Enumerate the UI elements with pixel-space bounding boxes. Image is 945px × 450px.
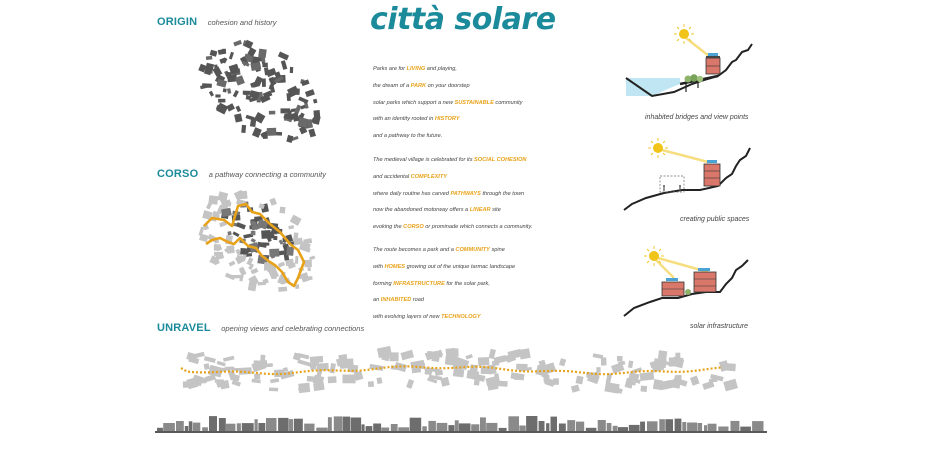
building-footprint — [313, 99, 318, 104]
building-footprint — [223, 88, 227, 92]
text-line — [373, 157, 526, 163]
origin-subtitle: cohesion and history — [207, 18, 277, 27]
elevation-building — [362, 424, 365, 431]
sun-icon — [644, 246, 664, 266]
building-footprint — [723, 379, 738, 392]
building-footprint — [328, 376, 337, 383]
unravel-label: UNRAVEL — [157, 322, 211, 334]
building-footprint — [301, 272, 310, 282]
text-span: and a pathway to the future. — [373, 133, 443, 140]
highlight-word: LINEAR — [469, 207, 491, 214]
building-footprint — [215, 94, 220, 97]
building-footprint — [310, 356, 323, 363]
building-footprint — [252, 127, 262, 138]
highlight-word: HISTORY — [434, 116, 460, 123]
building-footprint — [368, 381, 374, 387]
elevation-building — [718, 427, 728, 432]
elevation-building — [586, 428, 597, 431]
text-line — [373, 116, 460, 122]
building-footprint — [305, 89, 315, 97]
text-line — [373, 83, 470, 89]
building-footprint — [313, 382, 325, 391]
text-span: Parks are for — [373, 66, 407, 72]
text-line — [373, 314, 481, 320]
building-footprint — [240, 191, 248, 199]
text-span: The medieval village is celebrated for its — [373, 157, 475, 163]
text-span: for the solar park, — [444, 280, 490, 287]
building-footprint — [278, 287, 287, 292]
house-icon — [704, 160, 720, 186]
text-span: the dream of a — [373, 82, 411, 89]
text-line — [373, 247, 505, 253]
elevation-building — [499, 428, 507, 431]
building-footprint — [204, 363, 210, 370]
building-footprint — [231, 275, 241, 278]
building-footprint — [389, 352, 398, 361]
building-footprint — [618, 361, 626, 366]
building-footprint — [229, 52, 234, 60]
building-footprint — [329, 363, 335, 373]
building-footprint — [225, 367, 234, 371]
text-span: through the town — [480, 190, 525, 197]
highlight-word: INHABITED — [380, 297, 412, 304]
elevation-building — [459, 423, 471, 431]
building-footprint — [218, 99, 225, 103]
text-span: community — [493, 99, 523, 106]
elevation-building — [163, 423, 175, 431]
elevation-building — [704, 425, 707, 431]
building-footprint — [210, 50, 218, 57]
building-footprint — [272, 275, 277, 279]
building-footprint — [295, 256, 298, 264]
elevation-building — [551, 417, 558, 431]
building-footprint — [276, 132, 282, 136]
elevation-building — [731, 421, 740, 431]
sun-icon — [648, 138, 668, 158]
elevation-building — [519, 426, 525, 432]
building-footprint — [431, 355, 439, 362]
building-footprint — [254, 374, 260, 380]
text-span: an — [373, 297, 381, 304]
building-footprint — [206, 56, 212, 60]
text-span: road — [411, 297, 424, 304]
elevation-building — [471, 424, 479, 431]
text-line — [373, 281, 490, 287]
elevation-building — [373, 424, 381, 432]
building-footprint — [290, 215, 302, 226]
building-footprint — [231, 374, 240, 381]
highlight-word: SUSTAINABLE — [454, 99, 494, 106]
building-footprint — [307, 376, 318, 382]
building-footprint — [269, 198, 277, 206]
elevation-building — [351, 418, 362, 432]
building-footprint — [400, 350, 414, 361]
elevation-building — [157, 428, 163, 431]
building-footprint — [690, 376, 700, 386]
elevation-building — [640, 422, 645, 431]
highlight-word: TECHNOLOGY — [441, 314, 481, 321]
building-footprint — [279, 207, 285, 214]
elevation-building — [752, 421, 763, 431]
building-footprint — [251, 231, 256, 235]
house-icon — [706, 53, 720, 74]
highlight-word: CORSO — [403, 224, 424, 231]
building-footprint — [232, 231, 239, 237]
elevation-building — [334, 416, 343, 431]
unravel-subtitle: opening views and celebrating connections — [221, 324, 365, 333]
building-footprint — [726, 363, 736, 371]
building-footprint — [628, 361, 633, 369]
building-footprint — [478, 357, 489, 366]
building-footprint — [640, 372, 655, 381]
building-footprint — [516, 364, 527, 370]
building-footprint — [559, 358, 566, 366]
elevation-building — [343, 417, 350, 431]
building-footprint — [288, 225, 294, 229]
text-line — [373, 191, 524, 197]
highlight-word: COMPLEXITY — [410, 173, 448, 180]
building-footprint — [298, 97, 308, 104]
building-footprint — [278, 52, 289, 61]
origin-heading — [157, 12, 277, 30]
elevation-building — [559, 424, 566, 432]
building-footprint — [246, 115, 255, 121]
elevation-building — [682, 422, 686, 431]
building-footprint — [308, 128, 316, 137]
building-footprint — [227, 231, 231, 235]
building-footprint — [290, 67, 294, 73]
elevation-building — [629, 425, 640, 431]
building-footprint — [215, 379, 224, 383]
building-footprint — [453, 368, 464, 377]
building-footprint — [304, 260, 312, 267]
building-footprint — [601, 357, 607, 365]
elevation-building — [209, 416, 217, 431]
building-footprint — [241, 125, 246, 133]
building-footprint — [709, 379, 718, 382]
building-footprint — [465, 354, 472, 360]
building-footprint — [234, 113, 242, 122]
elevation-building — [193, 423, 201, 431]
text-span: The route becomes a park and a — [373, 247, 456, 253]
highlight-word: SOCIAL COHESION — [474, 157, 527, 163]
text-line — [373, 174, 447, 180]
elevation-building — [410, 418, 422, 431]
elevation-building — [278, 418, 288, 431]
text-span: evoking the — [373, 224, 404, 231]
text-line — [373, 100, 522, 106]
text-line — [373, 207, 501, 213]
building-footprint — [453, 348, 458, 356]
house-icon — [662, 278, 684, 296]
building-footprint — [258, 49, 267, 59]
elevation-building — [526, 416, 537, 431]
elevation-building — [242, 423, 254, 431]
building-footprint — [604, 382, 619, 394]
building-footprint — [270, 378, 279, 383]
corso-subtitle: a pathway connecting a community — [208, 170, 326, 179]
building-footprint — [229, 261, 236, 267]
building-footprint — [494, 355, 507, 364]
elevation-building — [237, 423, 241, 431]
building-footprint — [514, 375, 523, 380]
elevation-building — [437, 423, 448, 431]
building-footprint — [191, 352, 205, 359]
building-footprint — [212, 66, 222, 77]
caption-public-spaces: creating public spaces — [680, 216, 750, 223]
elevation-building — [448, 425, 454, 431]
elevation-building — [316, 428, 327, 431]
text-line — [373, 133, 442, 139]
origin-label: ORIGIN — [157, 16, 198, 28]
text-span: with — [373, 263, 385, 270]
building-footprint — [267, 128, 277, 136]
elevation-building — [546, 423, 549, 431]
section-diagram-public-spaces — [622, 130, 757, 222]
building-footprint — [227, 88, 231, 94]
elevation-building — [539, 421, 545, 431]
elevation-building — [486, 423, 497, 431]
unravel-heading — [157, 318, 364, 336]
elevation-building — [708, 424, 717, 431]
text-span: forming — [373, 280, 394, 287]
corso-heading — [157, 164, 326, 182]
text-span: with evolving layers of new — [373, 314, 442, 321]
building-footprint — [233, 40, 242, 47]
text-line — [373, 264, 515, 270]
elevation-building — [266, 418, 277, 431]
highlight-word: PARK — [410, 82, 427, 89]
building-footprint — [281, 60, 287, 70]
elevation-building — [176, 421, 184, 431]
building-footprint — [235, 106, 241, 113]
building-footprint — [251, 238, 256, 243]
elevation-building — [381, 428, 389, 432]
building-footprint — [286, 135, 293, 143]
building-footprint — [209, 91, 214, 97]
elevation-building — [480, 417, 486, 431]
building-footprint — [222, 49, 226, 53]
elevation-building — [202, 427, 208, 431]
building-footprint — [269, 111, 275, 115]
text-span: growing out of the unique tarmac landscape — [405, 263, 516, 270]
highlight-word: PATHWAYS — [450, 190, 481, 197]
building-footprint — [204, 356, 216, 363]
text-span: and accidental — [373, 173, 411, 180]
elevation-building — [398, 427, 409, 431]
elevation-building — [226, 424, 236, 431]
elevation-building — [304, 424, 314, 431]
elevation-building — [258, 423, 265, 431]
elevation-building — [675, 419, 682, 431]
elevation-building — [189, 421, 193, 431]
corso-village-map — [190, 182, 330, 312]
text-span: or prominade which connects a community. — [423, 224, 533, 231]
building-footprint — [307, 267, 310, 271]
text-line — [373, 224, 532, 230]
building-footprint — [553, 378, 559, 385]
elevation-building — [508, 416, 519, 431]
building-footprint — [675, 353, 680, 361]
elevation-building — [598, 420, 606, 431]
elevation-building — [567, 420, 575, 431]
building-footprint — [543, 374, 550, 382]
building-footprint — [653, 379, 663, 390]
building-footprint — [342, 374, 355, 383]
elevation-building — [618, 427, 628, 431]
elevation-building — [455, 420, 459, 431]
linear-elevation — [155, 410, 767, 436]
highlight-word: LIVING — [406, 66, 426, 72]
caption-solar: solar infrastructure — [690, 323, 748, 330]
elevation-building — [659, 419, 665, 431]
text-span: site — [490, 207, 501, 214]
building-footprint — [243, 91, 251, 95]
building-footprint — [216, 79, 227, 88]
building-footprint — [309, 256, 315, 261]
building-footprint — [292, 112, 299, 121]
building-footprint — [474, 379, 480, 385]
building-footprint — [617, 356, 623, 362]
highlight-word: HOMES — [384, 263, 406, 270]
section-diagram-bridges — [622, 22, 757, 114]
elevation-building — [289, 419, 293, 431]
building-footprint — [640, 386, 647, 392]
building-footprint — [233, 90, 239, 97]
building-footprint — [205, 374, 216, 382]
elevation-building — [613, 426, 618, 431]
elevation-building — [294, 419, 303, 431]
elevation-building — [219, 418, 226, 431]
linear-site-plan — [175, 348, 735, 398]
building-footprint — [260, 355, 265, 361]
text-span: with an identity rooted in — [373, 116, 435, 123]
elevation-building — [665, 419, 673, 431]
elevation-building — [391, 424, 398, 431]
elevation-building — [607, 423, 612, 431]
corso-label: CORSO — [157, 168, 199, 180]
building-footprint — [669, 357, 674, 366]
elevation-building — [422, 426, 427, 431]
elevation-building — [647, 421, 658, 431]
elevation-building — [255, 419, 258, 431]
page-title: città solare — [370, 2, 556, 37]
house-icon — [694, 268, 716, 292]
text-line — [373, 66, 457, 72]
building-footprint — [269, 388, 278, 392]
text-span: and playing, — [425, 66, 457, 72]
caption-bridges: inhabited bridges and view points — [645, 114, 749, 121]
building-footprint — [278, 262, 285, 268]
building-footprint — [702, 381, 714, 390]
text-span: spine — [489, 247, 505, 253]
text-span: now the abandoned motorway offers a — [373, 207, 470, 214]
building-footprint — [246, 95, 251, 100]
building-footprint — [286, 246, 294, 255]
highlight-word: INFRASTRUCTURE — [393, 280, 445, 287]
origin-village-map — [190, 30, 330, 155]
section-diagram-solar — [622, 236, 757, 328]
elevation-building — [185, 426, 189, 431]
building-footprint — [576, 376, 584, 385]
elevation-building — [576, 422, 584, 431]
elevation-building — [366, 426, 373, 431]
building-footprint — [487, 379, 499, 390]
building-footprint — [274, 369, 285, 377]
text-span: on your doorstep — [426, 82, 470, 89]
text-line — [373, 297, 424, 303]
building-footprint — [376, 377, 382, 384]
highlight-word: COMMUNITY — [455, 247, 490, 253]
building-footprint — [223, 356, 235, 362]
building-footprint — [571, 384, 580, 392]
elevation-building — [697, 423, 702, 431]
building-footprint — [226, 245, 234, 253]
elevation-building — [740, 427, 751, 431]
elevation-building — [328, 417, 332, 431]
building-footprint — [406, 379, 414, 389]
elevation-building — [428, 421, 436, 431]
elevation-building — [687, 423, 697, 432]
building-footprint — [658, 350, 667, 359]
text-span: solar parks which support a new — [373, 99, 455, 106]
building-footprint — [183, 381, 189, 387]
building-footprint — [596, 367, 600, 373]
text-span: where daily routine has carved — [373, 190, 451, 197]
building-footprint — [252, 379, 261, 384]
building-footprint — [236, 222, 246, 229]
building-footprint — [226, 103, 235, 111]
